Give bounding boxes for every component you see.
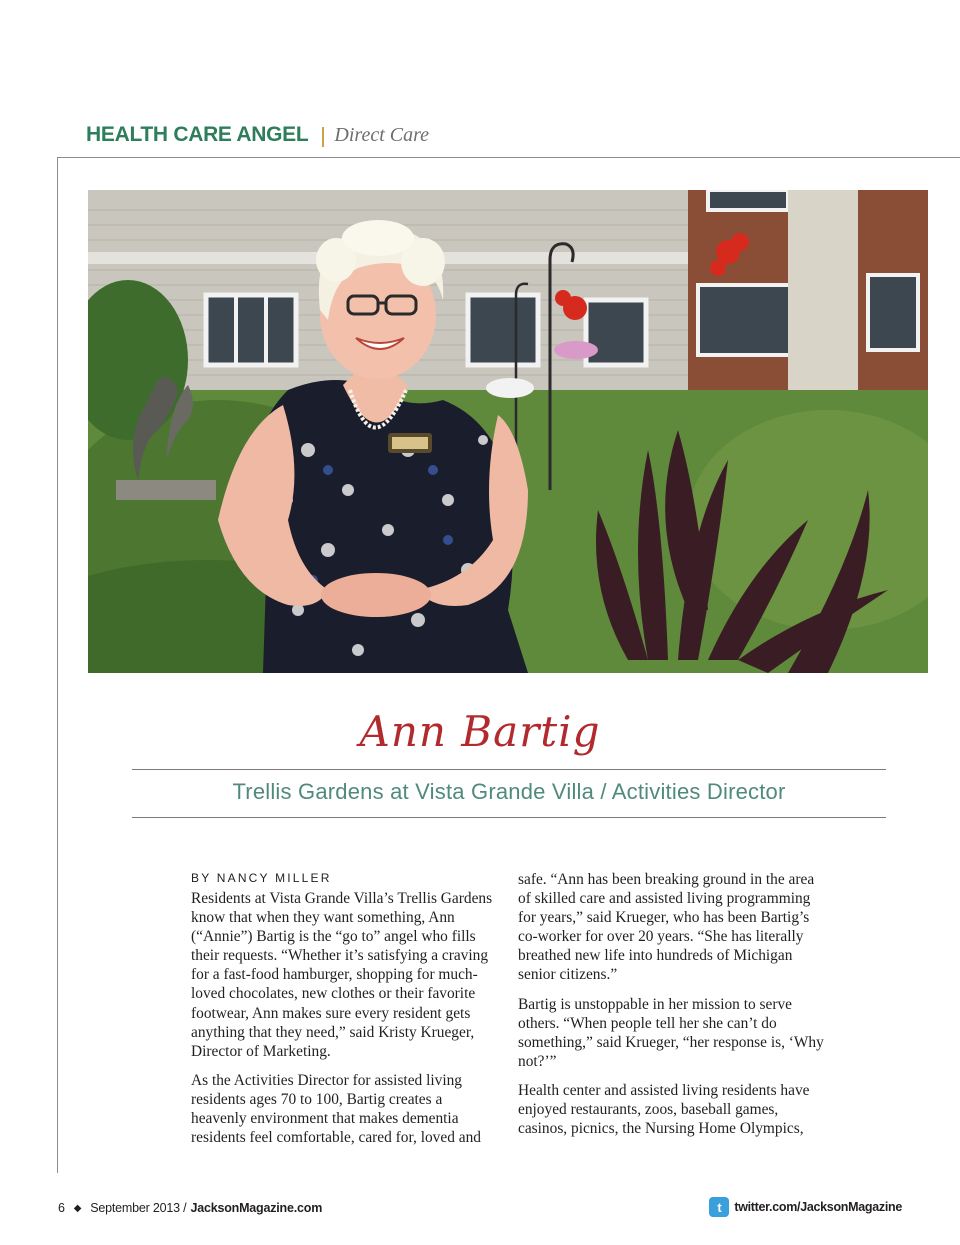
profile-photo — [88, 190, 928, 673]
frame-rule-top — [57, 157, 960, 158]
article-column-right — [518, 870, 830, 1148]
byline-prefix: BY — [191, 871, 212, 885]
twitter-bird-icon: t — [709, 1197, 729, 1217]
paragraph: As the Activities Director for assisted living residents ages 70 to 100, Bartig creates a heavenly environment that makes dementia residents feel comfortable, cared for, loved and — [191, 1071, 481, 1147]
article-column-left — [191, 869, 501, 1157]
frame-rule-left — [57, 157, 58, 1173]
paragraph: Health center and assisted living residents have enjoyed restaurants, zoos, baseball games, casinos, picnics, the Nursing Home Olympics, — [518, 1081, 810, 1138]
paragraph: safe. “Ann has been breaking ground in the area of skilled care and assisted living programming for years,” said Krueger, who has been Bartig’s co-worker for over 20 years. “She has literally breathed new life into hundreds of Michigan senior citizens.” — [518, 871, 815, 984]
website-link[interactable]: JacksonMagazine.com — [190, 1201, 323, 1215]
diamond-icon: ◆ — [73, 1202, 82, 1214]
page-footer — [58, 1201, 322, 1215]
byline-author: NANCY MILLER — [216, 871, 332, 885]
photo-illustration — [88, 190, 928, 673]
header-divider — [322, 127, 324, 147]
name-rule-bottom — [132, 817, 886, 818]
byline — [191, 869, 501, 886]
twitter-link[interactable]: twitter.com/JacksonMagazine — [734, 1200, 902, 1214]
profile-name: Ann Bartig — [359, 707, 601, 756]
page-number: 6 — [58, 1201, 65, 1215]
twitter-footer — [709, 1197, 902, 1217]
section-title: HEALTH CARE ANGEL — [86, 123, 309, 146]
paragraph: Bartig is unstoppable in her mission to serve others. “When people tell her she can’t do something,” said Krueger, “her response is, ‘Why not?’” — [518, 995, 824, 1070]
issue-date: September 2013 / — [90, 1201, 187, 1215]
paragraph: Residents at Vista Grande Villa’s Trellis Gardens know that when they want something, Ann (“Annie”) Bartig is the “go to” angel who fills their requests. “Whether it’s satisfying a craving for a fast-food hamburger, shopping for much-loved chocolates, new clothes or their favorite footwear, Ann makes sure every resident gets anything that they need,” said Kristy Krueger, Director of Marketing. — [191, 890, 493, 1060]
section-header — [86, 123, 429, 151]
profile-subtitle: Trellis Gardens at Vista Grande Villa / Activities Director — [232, 779, 786, 804]
name-rule-top — [132, 769, 886, 770]
section-subtitle: Direct Care — [334, 124, 430, 146]
